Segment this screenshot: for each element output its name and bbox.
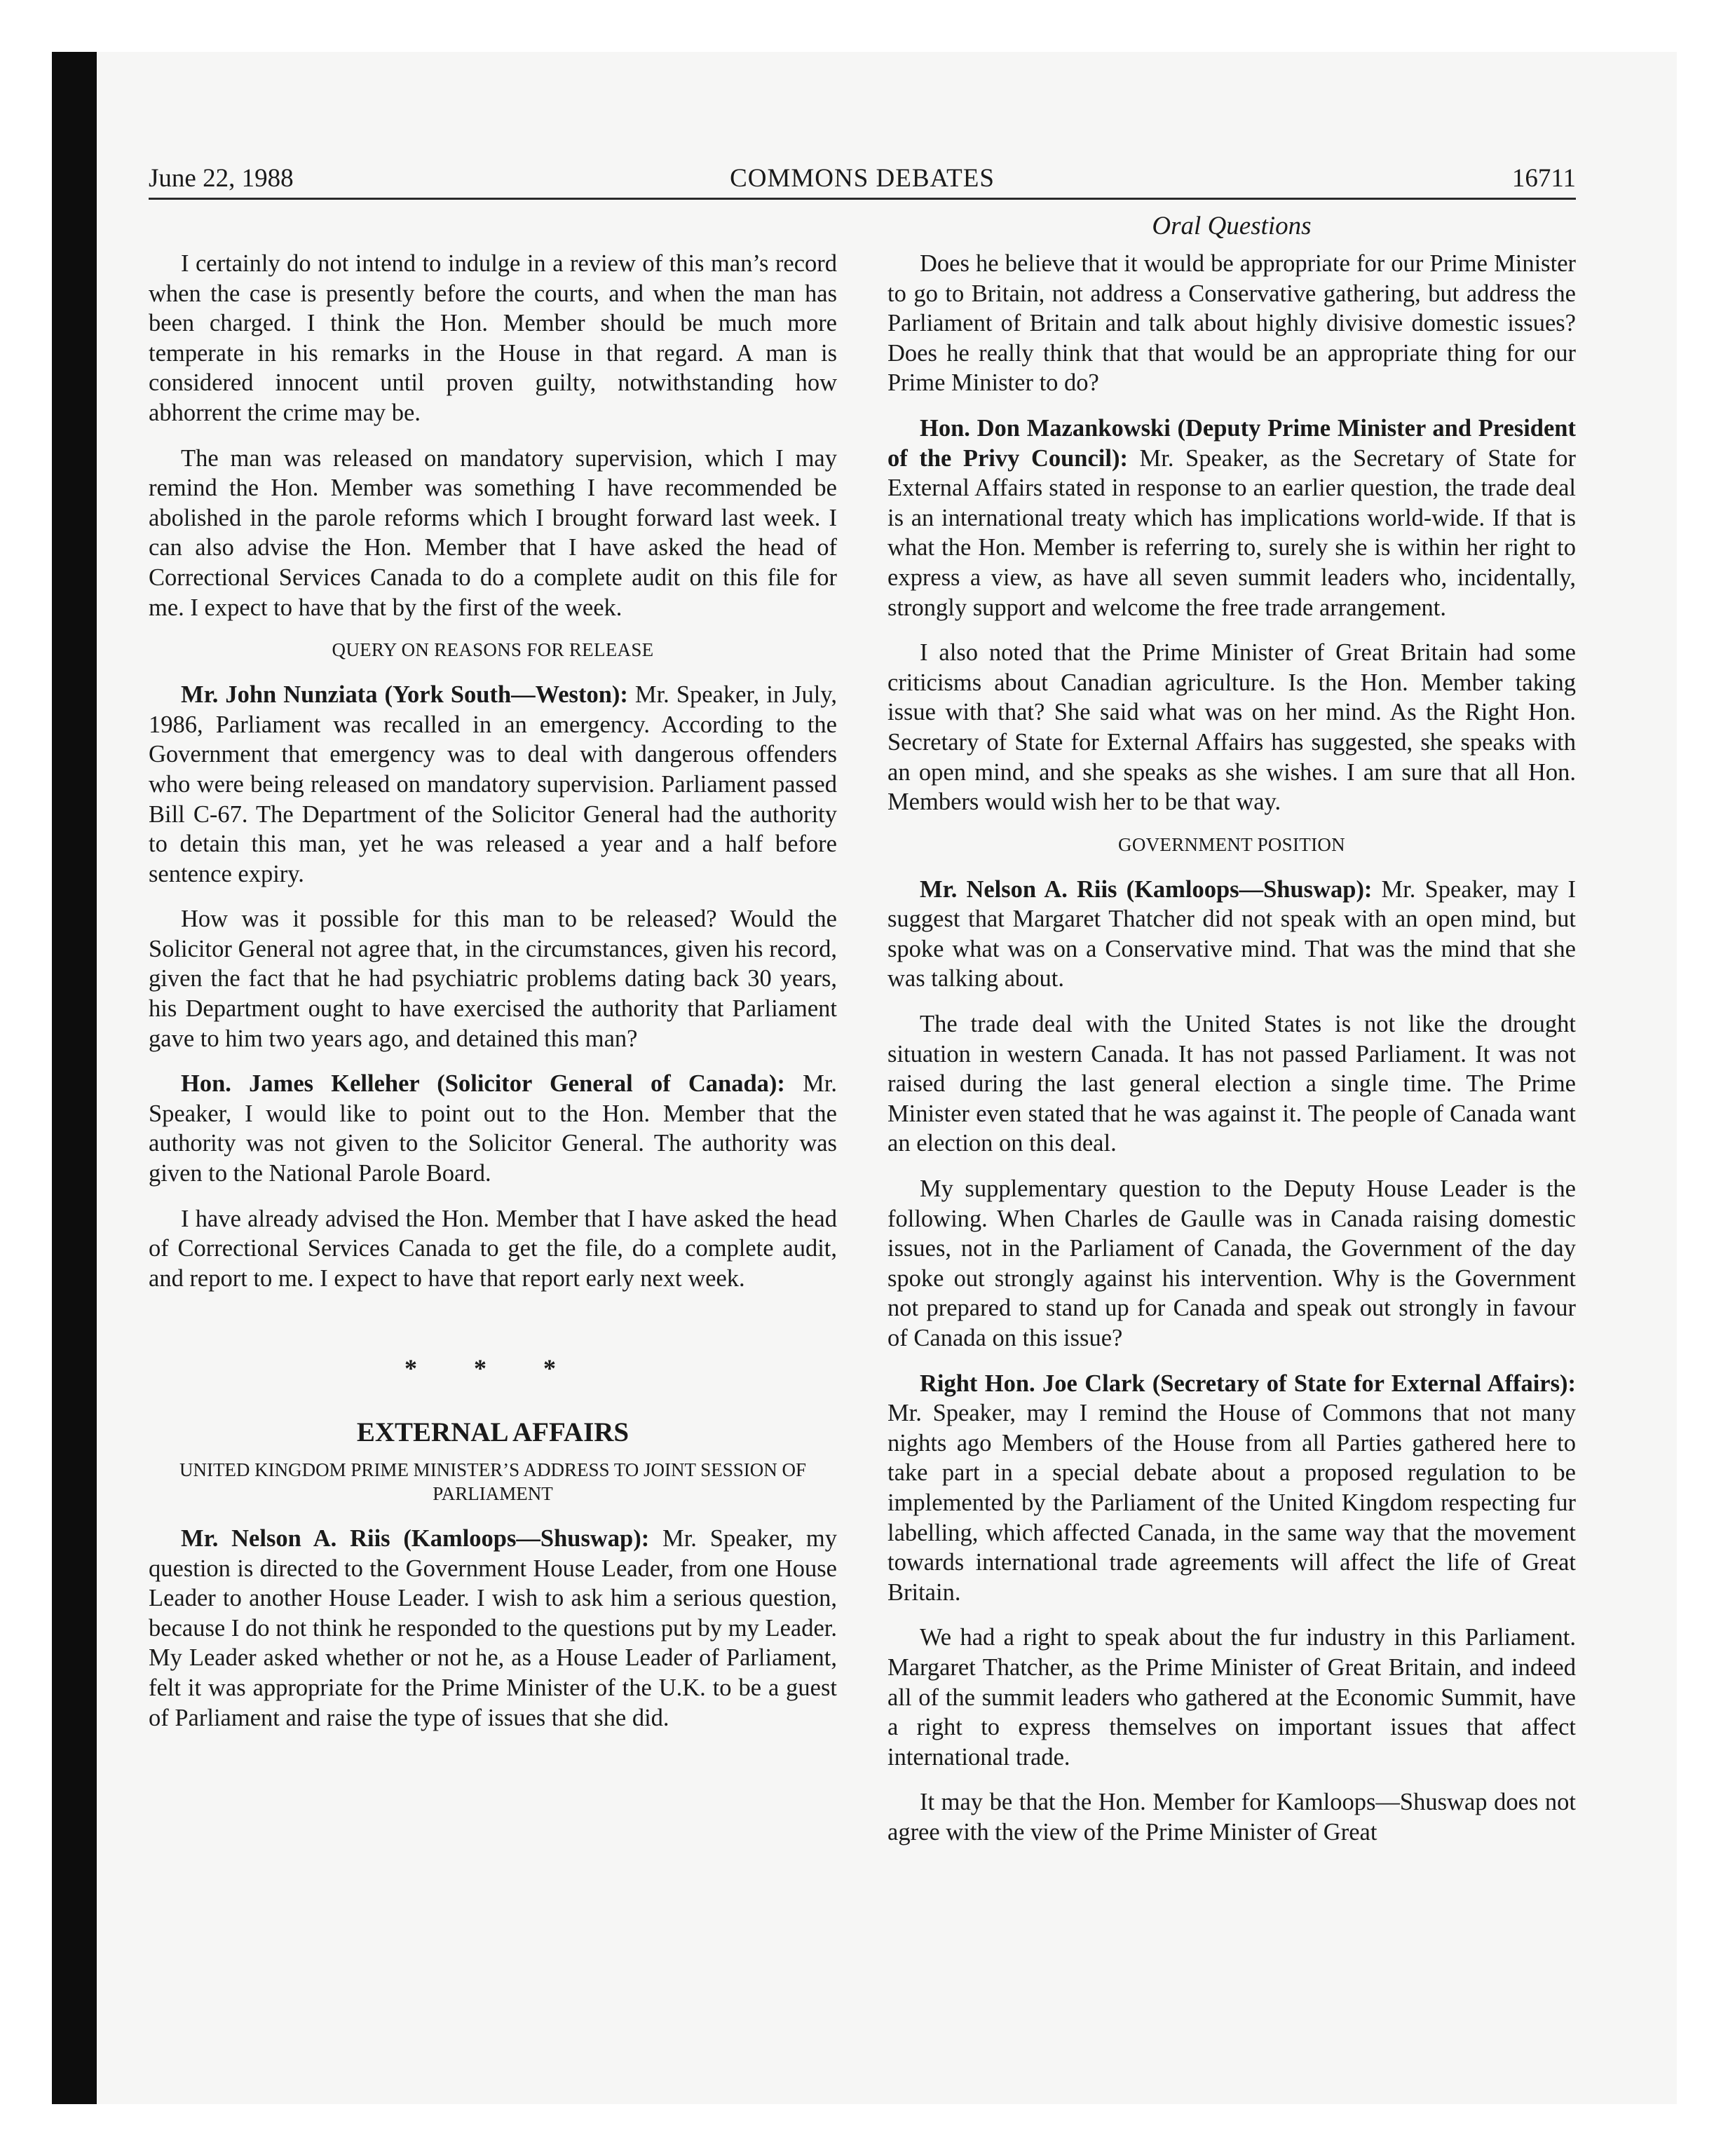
page-number: 16711 (1511, 164, 1576, 193)
paragraph: My supplementary question to the Deputy House Leader is the following. When Charles de Gaulle was in Canada raising domestic issues, not in the Parliament of Canada, the Government of the day spoke out strongly against his intervention. Why is the Government not prepared to stand up for Canada and speak out strongly in favour of Canada on this issue? (887, 1175, 1576, 1351)
speaker-name: Mr. John Nunziata (York South—Weston): (181, 681, 628, 709)
speaker-name: Mr. Nelson A. Riis (Kamloops—Shuswap): (920, 875, 1373, 903)
header-date: June 22, 1988 (149, 164, 294, 193)
subheading-government: GOVERNMENT POSITION (1118, 833, 1345, 855)
speech-text: Mr. Speaker, may I suggest that Margaret Thatcher did not speak with an open mind, but spoke what was on a Conservative mind. That was the mind that she was talking about. (887, 875, 1576, 992)
paragraph: The man was released on mandatory supervision, which I may remind the Hon. Member was something I have recommended be abolished in the parole reforms which I brought forward last week. I can also advise the Hon. Member that I have asked the head of Correctional Services Canada to do a complete audit on this file for me. I expect to have that by the first of the week. (149, 444, 837, 621)
speech-text: Mr. Speaker, may I remind the House of Commons that not many nights ago Members of the House from all Parties gathered here to take part in a special debate about a proposed regulation to be implemented by the Parliament of the United Kingdom respecting fur labelling, which affected Canada, in the same way that the movement towards international trade agreements will affect the life of Great Britain. (887, 1400, 1576, 1606)
speaker-name: Right Hon. Joe Clark (Secretary of State for External Affairs): (920, 1370, 1576, 1397)
speaker-name: Mr. Nelson A. Riis (Kamloops—Shuswap): (181, 1525, 650, 1552)
speaker-name: Hon. James Kelleher (Solicitor General of Canada): (181, 1070, 785, 1098)
right-column (887, 249, 1576, 1863)
speech-paragraph (149, 680, 837, 889)
speaker-name: Hon. Don Mazankowski (Deputy Prime Minister and President of the Privy Council): (887, 414, 1576, 472)
speech-paragraph (149, 1069, 837, 1188)
running-header (149, 160, 1576, 200)
speech-paragraph (149, 1524, 837, 1733)
speech-text: Mr. Speaker, I would like to point out to the Hon. Member that the authority was not given to the Solicitor General. The authority was given to the National Parole Board. (149, 1070, 837, 1187)
paragraph: We had a right to speak about the fur industry in this Parliament. Margaret Thatcher, as the Prime Minister of Great Britain, and indeed all of the summit leaders who gathered at the Economic Summit, have a right to express themselves on important issues that affect international trade. (887, 1624, 1576, 1770)
paragraph: I certainly do not intend to indulge in a review of this man’s record when the case is presently before the courts, and when the man has been charged. I think the Hon. Member should be much more temperate in his remarks in the House in that regard. A man is considered innocent until proven guilty, notwithstanding how abhorrent the crime may be. (149, 250, 837, 426)
speech-text: Mr. Speaker, in July, 1986, Parliament was recalled in an emergency. According to the Government that emergency was to deal with dangerous offenders who were being released on mandatory supervision. Parliament passed Bill C-67. The Department of the Solicitor General had the authority to detain this man, yet he was released a year and a half before sentence expiry. (149, 681, 837, 887)
speech-paragraph (887, 1369, 1576, 1608)
paragraph: I also noted that the Prime Minister of Great Britain had some criticisms about Canadian agriculture. Is the Hon. Member taking issue with that? She said what was on her mind. As the Right Hon. Secretary of State for External Affairs has suggested, she speaks with an open mind, and she speaks as she wishes. I am sure that all Hon. Members would wish her to be that way. (887, 639, 1576, 816)
speech-paragraph (887, 875, 1576, 994)
paragraph: I have already advised the Hon. Member that I have asked the head of Correctional Services Canada to get the file, do a complete audit, and report to me. I expect to have that report early next week. (149, 1205, 837, 1292)
paragraph: How was it possible for this man to be released? Would the Solicitor General not agree that, in the circumstances, given his record, given the fact that he had psychiatric problems dating back 30 years, his Department ought to have exercised the authority that Parliament gave to him two years ago, and detained this man? (149, 906, 837, 1052)
major-heading: EXTERNAL AFFAIRS (356, 1417, 630, 1447)
major-subheading: UNITED KINGDOM PRIME MINISTER’S ADDRESS TO JOINT SESSION OF PARLIAMENT (179, 1459, 807, 1504)
header-title: COMMONS DEBATES (730, 164, 995, 193)
section-separator: * * * (404, 1354, 581, 1383)
subheading-query: QUERY ON REASONS FOR RELEASE (332, 639, 654, 661)
binding-edge (52, 52, 97, 2104)
paragraph: The trade deal with the United States is not like the drought situation in western Canada. It has not passed Parliament. It was not raised during the last general election a single time. The Prime Minister even stated that he was against it. The people of Canada want an election on this deal. (887, 1011, 1576, 1157)
section-label: Oral Questions (1152, 212, 1312, 240)
paragraph: It may be that the Hon. Member for Kamloops—Shuswap does not agree with the view of the Prime Minister of Great (887, 1789, 1576, 1845)
speech-text: Mr. Speaker, my question is directed to the Government House Leader, from one House Leader to another House Leader. I wish to ask him a serious question, because I do not think he responded to the questions put by my Leader. My Leader asked whether or not he, as a House Leader of Parliament, felt it was appropriate for the Prime Minister of the U.K. to be a guest of Parliament and raise the type of issues that she did. (149, 1525, 837, 1731)
paragraph: Does he believe that it would be appropriate for our Prime Minister to go to Britain, not address a Conservative gathering, but address the Parliament of Britain and talk about highly divisive domestic issues? Does he really think that that would be an appropriate thing for our Prime Minister to do? (887, 250, 1576, 397)
speech-text: Mr. Speaker, as the Secretary of State for External Affairs stated in response to an earlier question, the trade deal is an international treaty which has implications world-wide. If that is what the Hon. Member is referring to, surely she is within her right to express a view, as have all seven summit leaders who, incidentally, strongly support and welcome the free trade arrangement. (887, 444, 1576, 621)
speech-paragraph (887, 414, 1576, 622)
left-column (149, 249, 837, 1748)
